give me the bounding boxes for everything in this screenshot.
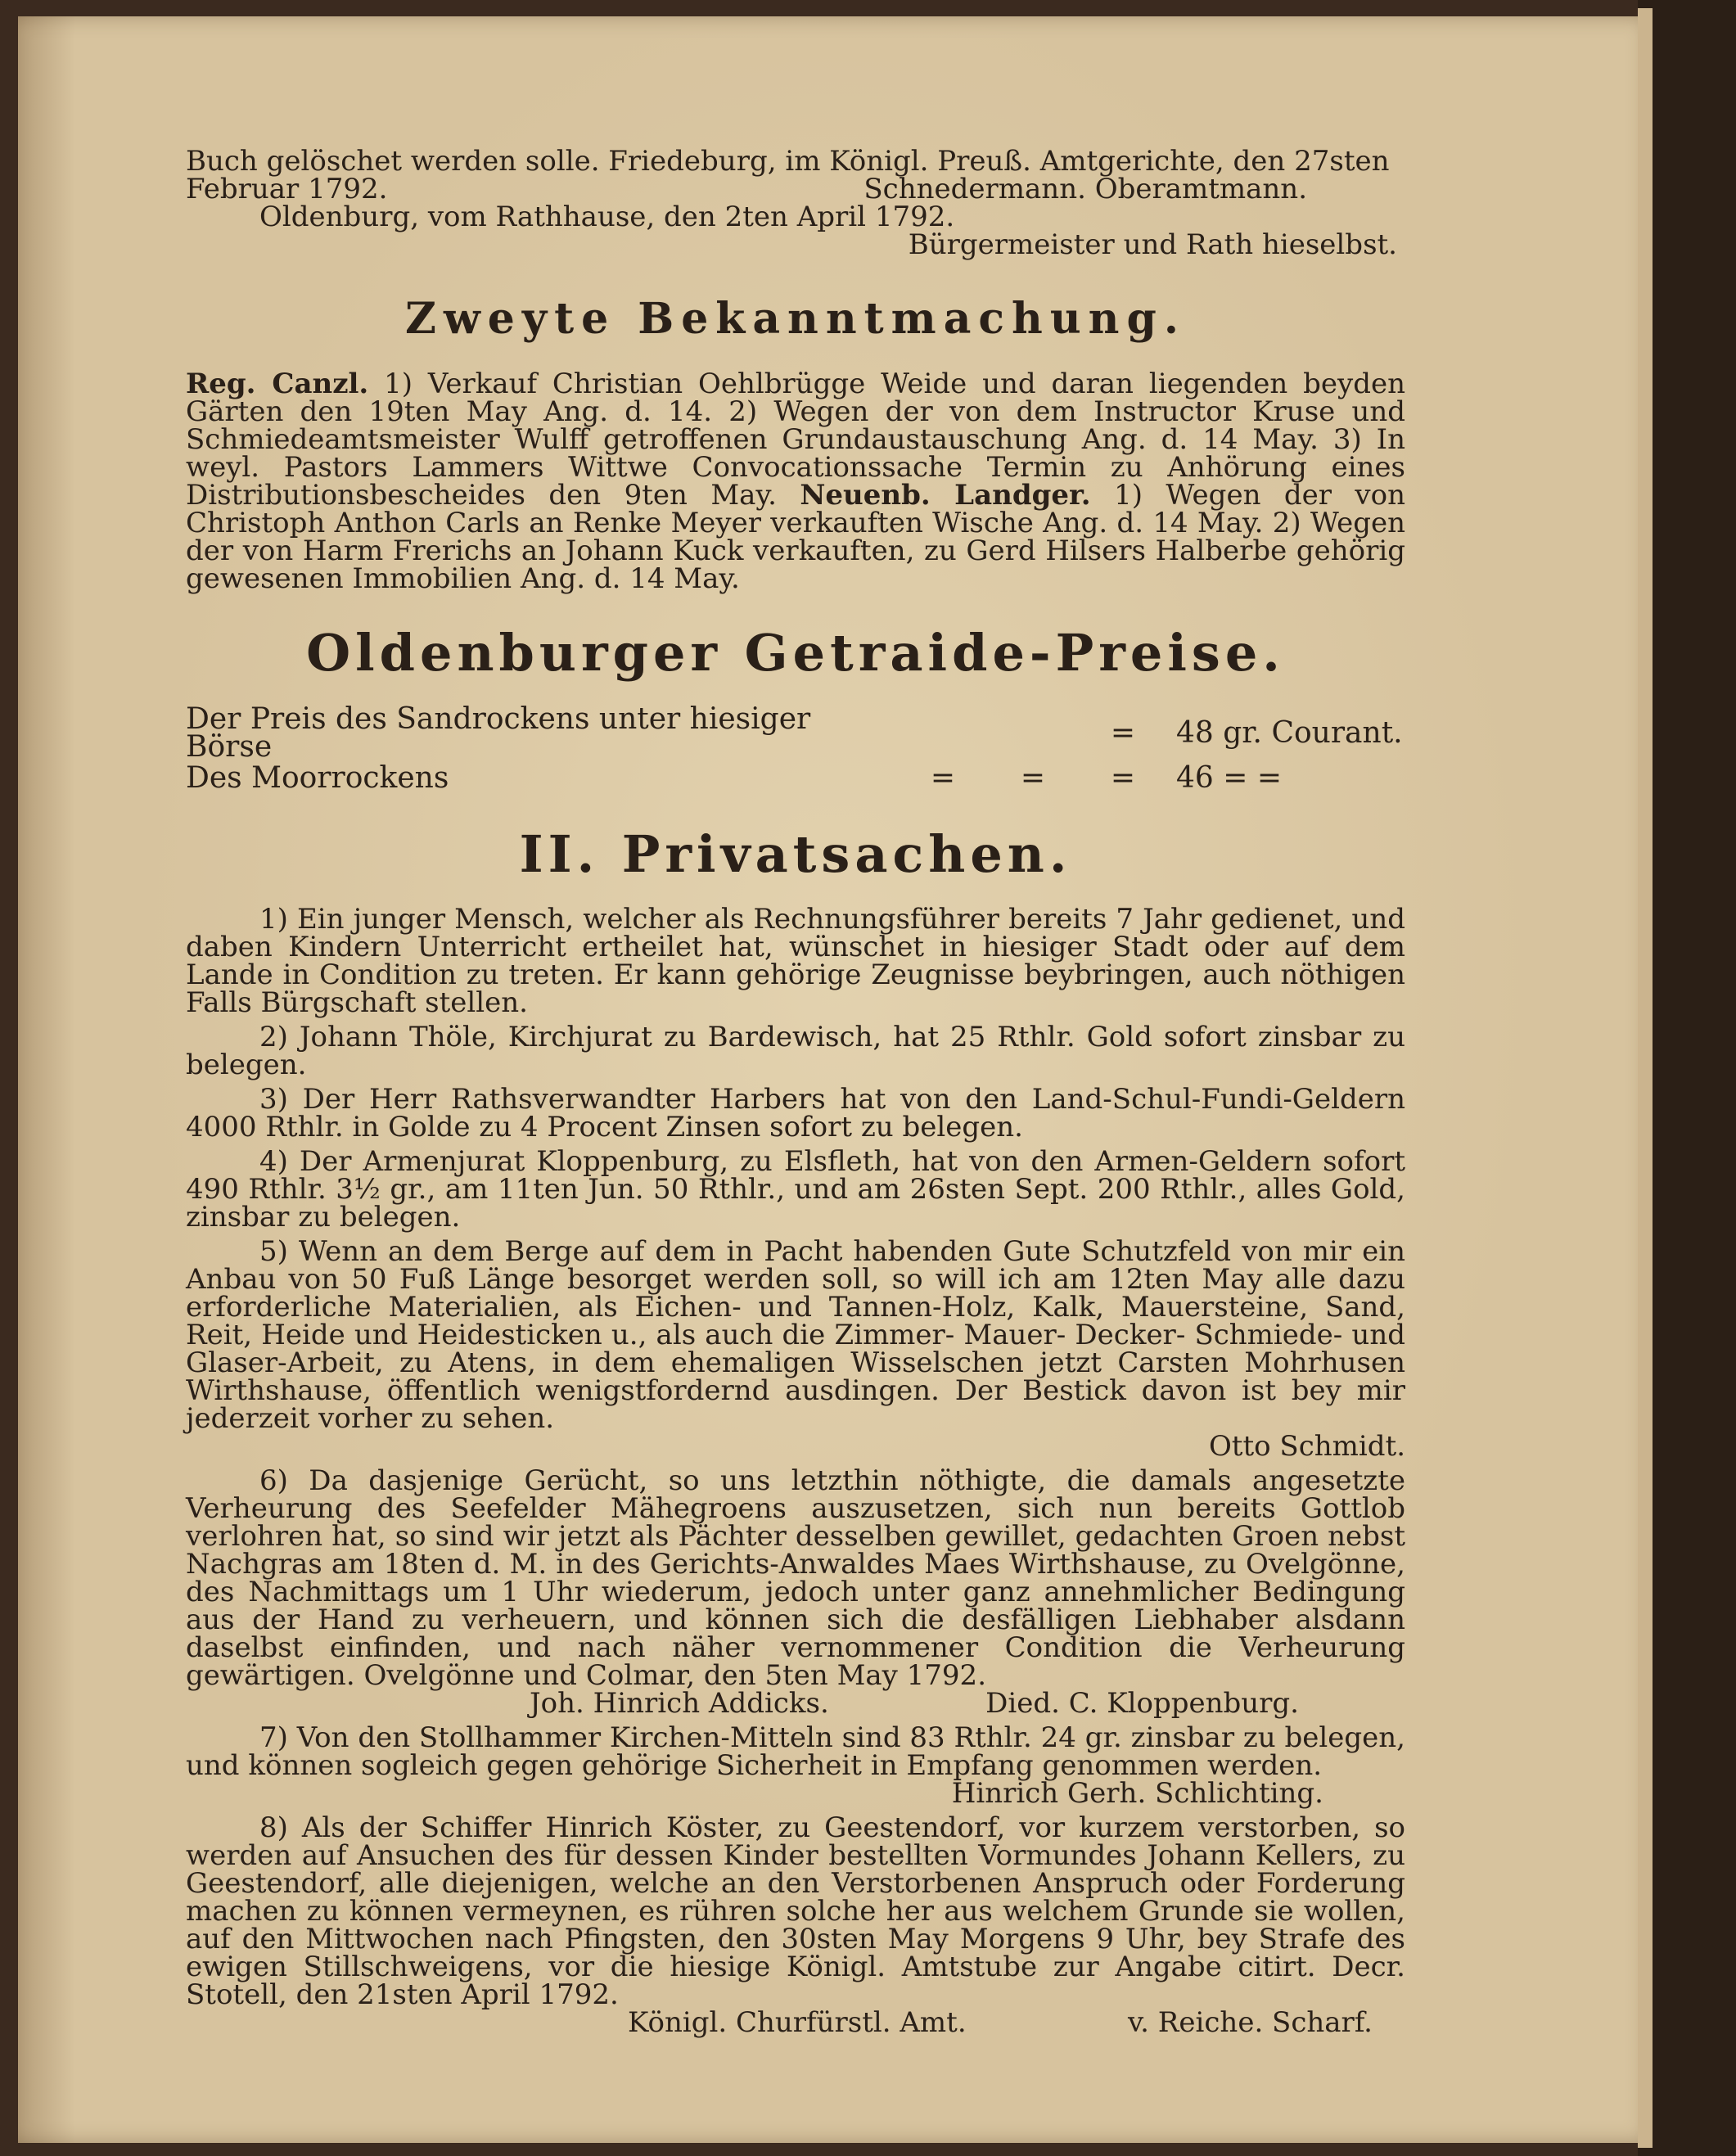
signature-schlichting: Hinrich Gerh. Schlichting. [951, 1777, 1323, 1810]
ditto-mark: = [1110, 761, 1136, 795]
price-value: 48 gr. Courant. [1176, 716, 1403, 750]
notice-date: Februar 1792. [186, 173, 388, 205]
book-edge [1638, 0, 1736, 2156]
oldenburg-dateline: Oldenburg, vom Rathhause, den 2ten April 1792. [259, 201, 955, 233]
signature-addicks: Joh. Hinrich Addicks. [530, 1687, 829, 1720]
private-notice-1: 1) Ein junger Mensch, welcher als Rechnungsführer bereits 7 Jahr gedienet, und daben Kindern Unterricht ertheilet hat, wünschet in hiesiger Stadt oder auf dem Lande in Condition zu treten. Er kann gehörige Zeugnisse beybringen, auch nöthigen Falls Bürgschaft stellen. [186, 903, 1405, 1019]
private-notice-7: 7) Von den Stollhammer Kirchen-Mitteln sind 83 Rthlr. 24 gr. zinsbar zu belegen, und können sogleich gegen gehörige Sicherheit in Empfang genommen werden. [186, 1721, 1405, 1782]
notice-end-line-3 [186, 203, 1405, 231]
private-notice-5: 5) Wenn an dem Berge auf dem in Pacht habenden Gute Schutzfeld von mir ein Anbau von 50 Fuß Länge besorget werden soll, so will ich am 12ten May alle dazu erforderliche Materialien, als Eichen- und Tannen-Holz, Kalk, Mauersteine, Sand, Reit, Heide und Heidesticken u., als auch die Zimmer- Mauer- Decker- Schmiede- und Glaser-Arbeit, zu Atens, in dem ehemaligen Wisselschen jetzt Carsten Mohrhusen Wirthshause, öffentlich wenigstfordernd ausdingen. Der Bestick davon ist bey mir jederzeit vorher zu sehen. [186, 1235, 1405, 1435]
ditto-mark: = [930, 761, 956, 795]
signature-row-8 [186, 2006, 1405, 2039]
price-label: Des Moorrockens [186, 761, 449, 795]
signature-otto-schmidt: Otto Schmidt. [1208, 1430, 1405, 1463]
price-row [186, 763, 1405, 794]
section-heading-privatsachen: II. Privatsachen. [519, 824, 1072, 884]
private-notice-4: 4) Der Armenjurat Kloppenburg, zu Elsfleth, hat von den Armen-Geldern sofort 490 Rthlr. 3½ gr., am 11ten Jun. 50 Rthlr., und am 26sten Sept. 200 Rthlr., alles Gold, zinsbar zu belegen. [186, 1145, 1405, 1234]
price-row [186, 704, 1405, 763]
reg-canzl-text: 1) Verkauf Christian Oehlbrügge Weide und daran liegenden beyden Gärten den 19ten May Ang. d. 14. 2) Wegen der von dem Instructor Kruse und Schmiedeamtsmeister Wulff getroffenen Grundaustauschung Ang. d. 14 May. 3) In weyl. Pastors Lammers Wittwe Convocationssache Termin zu Anhörung eines Distributionsbescheides den 9ten May. [186, 368, 1405, 512]
price-table [186, 704, 1405, 794]
council-signature: Bürgermeister und Rath hieselbst. [908, 228, 1397, 261]
ditto-mark [898, 704, 988, 763]
notice-end-text: Buch gelöschet werden solle. Friedeburg, im Königl. Preuß. Amtgerichte, den 27sten [186, 145, 1390, 178]
page-content [186, 145, 1406, 2039]
page-stack-edge [1638, 8, 1653, 2148]
notice-end-line-4 [186, 228, 1405, 261]
notice-end-line-2 [186, 175, 1405, 203]
section-heading-getraide-preise: Oldenburger Getraide-Preise. [306, 623, 1285, 683]
private-notice-3: 3) Der Herr Rathsverwandter Harbers hat von den Land-Schul-Fundi-Geldern 4000 Rthlr. in Golde zu 4 Procent Zinsen sofort zu belegen. [186, 1083, 1405, 1143]
ditto-mark: = [1020, 761, 1046, 795]
ditto-mark: = [1110, 716, 1136, 750]
section-heading-bekanntmachung: Zweyte Bekanntmachung. [405, 294, 1186, 344]
signature-amt: Königl. Churfürstl. Amt. [628, 2006, 967, 2039]
signature-kloppenburg: Died. C. Kloppenburg. [985, 1687, 1299, 1720]
signature-row-6 [186, 1687, 1405, 1720]
notice-end-line-1 [186, 145, 1405, 178]
price-label: Der Preis des Sandrockens unter hiesiger Börse [186, 702, 811, 764]
landger-text: 1) Wegen der von Christoph Anthon Carls an Renke Meyer verkauften Wische Ang. d. 14 May. 2) Wegen der von Harm Frerichs an Johann Kuck verkauften, zu Gerd Hilsers Halberbe gehörig gewesenen Immobilien Ang. d. 14 May. [186, 479, 1406, 595]
newspaper-page [18, 16, 1655, 2143]
bekanntmachung-paragraph [186, 370, 1405, 593]
private-notice-2: 2) Johann Thöle, Kirchjurat zu Bardewisch, hat 25 Rthlr. Gold sofort zinsbar zu belegen. [186, 1021, 1405, 1081]
private-notice-8: 8) Als der Schiffer Hinrich Köster, zu Geestendorf, vor kurzem verstorben, so werden auf Ansuchen des für dessen Kinder bestellten Vormundes Johann Kellers, zu Geestendorf, alle diejenigen, welche an den Verstorbenen Anspruch oder Forderung machen zu können vermeynen, es rühren solche her aus welchem Grunde sie wollen, auf den Mittwochen nach Pfingsten, den 30sten May Morgens 9 Uhr, bey Strafe des ewigen Stillschweigens, vor die hiesige Königl. Amtstube zur Angabe citirt. Decr. Stotell, den 21sten April 1792. [186, 1811, 1405, 2011]
landger-lead: Neuenb. Landger. [800, 479, 1091, 512]
private-notice-6: 6) Da dasjenige Gerücht, so uns letzthin nöthigte, die damals angesetzte Verheurung des Seefelder Mähegroens auszusetzen, sich nun bereits Gottlob verlohren hat, so sind wir jetzt als Pächter desselben gewillet, gedachten Groen nebst Nachgras am 18ten d. M. in des Gerichts-Anwaldes Maes Wirthshause, zu Ovelgönne, des Nachmittags um 1 Uhr wiederum, jedoch unter ganz annehmlicher Bedingung aus der Hand zu verheuern, und können sich die desfälligen Liebhaber alsdann daselbst einfinden, und nach näher vernommener Condition die Verheurung gewärtigen. Ovelgönne und Colmar, den 5ten May 1792. [186, 1464, 1405, 1692]
ditto-mark [988, 704, 1078, 763]
price-value: 46 = = [1176, 761, 1283, 795]
reg-canzl-lead: Reg. Canzl. [186, 368, 369, 400]
notice-signature: Schnedermann. Oberamtmann. [863, 173, 1307, 205]
signature-reiche-scharf: v. Reiche. Scharf. [1128, 2006, 1373, 2039]
